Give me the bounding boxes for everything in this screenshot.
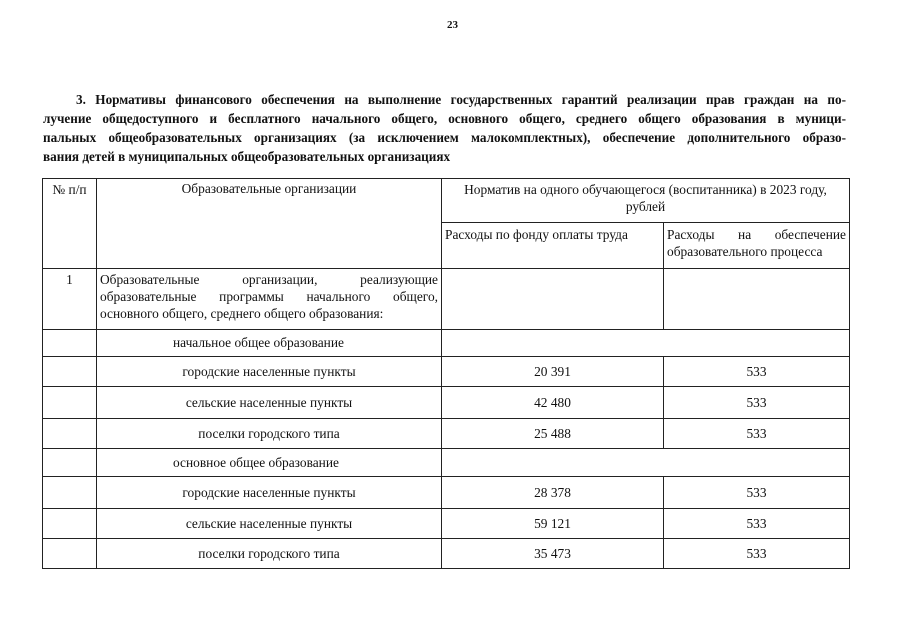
- row-salary: 35 473: [442, 539, 664, 569]
- row-num: [43, 509, 97, 539]
- row-salary: [442, 269, 664, 330]
- row-num: [43, 330, 97, 357]
- table-header-row: [43, 179, 850, 223]
- table-row: [43, 387, 850, 419]
- norms-table: [42, 178, 850, 569]
- row-num: [43, 419, 97, 449]
- row-process: 533: [664, 387, 850, 419]
- table-row: [43, 509, 850, 539]
- row-num: [43, 357, 97, 387]
- row-process: 533: [664, 419, 850, 449]
- row-salary: 20 391: [442, 357, 664, 387]
- header-norm: Норматив на одного обучающегося (воспитанника) в 2023 году, рублей: [442, 179, 850, 223]
- row-place: городские населенные пункты: [97, 357, 442, 387]
- heading-line: вания детей в муниципальных общеобразовательных организациях: [43, 149, 451, 164]
- table-row: [43, 269, 850, 330]
- row-empty: [442, 449, 850, 477]
- header-salary: Расходы по фонду оплаты труда: [442, 223, 664, 269]
- row-org: Образовательные организации, реализующие образовательные программы начального общего, основного общего, среднего общего образования:: [97, 269, 442, 330]
- row-empty: [442, 330, 850, 357]
- row-place: поселки городского типа: [97, 419, 442, 449]
- row-num: [43, 477, 97, 509]
- page-number: 23: [447, 19, 458, 31]
- section-label: начальное общее образование: [97, 330, 442, 357]
- heading-line: лучение общедоступного и бесплатного начального общего, основного общего, среднего общего образования в муници-: [43, 111, 846, 126]
- heading-line: пальных общеобразовательных организациях (за исключением малокомплектных), обеспечение дополнительного образо-: [43, 130, 846, 145]
- heading-line: 3. Нормативы финансового обеспечения на выполнение государственных гарантий реализации прав граждан на по-: [76, 92, 846, 107]
- row-process: 533: [664, 509, 850, 539]
- row-process: 533: [664, 477, 850, 509]
- row-process: 533: [664, 357, 850, 387]
- row-process: 533: [664, 539, 850, 569]
- header-org: Образовательные организации: [97, 179, 442, 269]
- row-salary: 28 378: [442, 477, 664, 509]
- row-salary: 59 121: [442, 509, 664, 539]
- table-row: [43, 357, 850, 387]
- row-place: сельские населенные пункты: [97, 509, 442, 539]
- row-num: [43, 387, 97, 419]
- section-heading: [43, 90, 846, 166]
- table-row: [43, 330, 850, 357]
- header-num: [43, 179, 97, 269]
- table-row: [43, 477, 850, 509]
- row-num: 1: [43, 269, 97, 330]
- row-num: [43, 449, 97, 477]
- header-num-text: № п/п: [52, 182, 87, 197]
- row-salary: 25 488: [442, 419, 664, 449]
- row-place: сельские населенные пункты: [97, 387, 442, 419]
- row-place: поселки городского типа: [97, 539, 442, 569]
- row-num: [43, 539, 97, 569]
- table-row: [43, 449, 850, 477]
- section-label: основное общее образование: [97, 449, 442, 477]
- table-row: [43, 419, 850, 449]
- row-salary: 42 480: [442, 387, 664, 419]
- table-row: [43, 539, 850, 569]
- row-place: городские населенные пункты: [97, 477, 442, 509]
- header-process: Расходы на обеспечение образовательного процесса: [664, 223, 850, 269]
- row-process: [664, 269, 850, 330]
